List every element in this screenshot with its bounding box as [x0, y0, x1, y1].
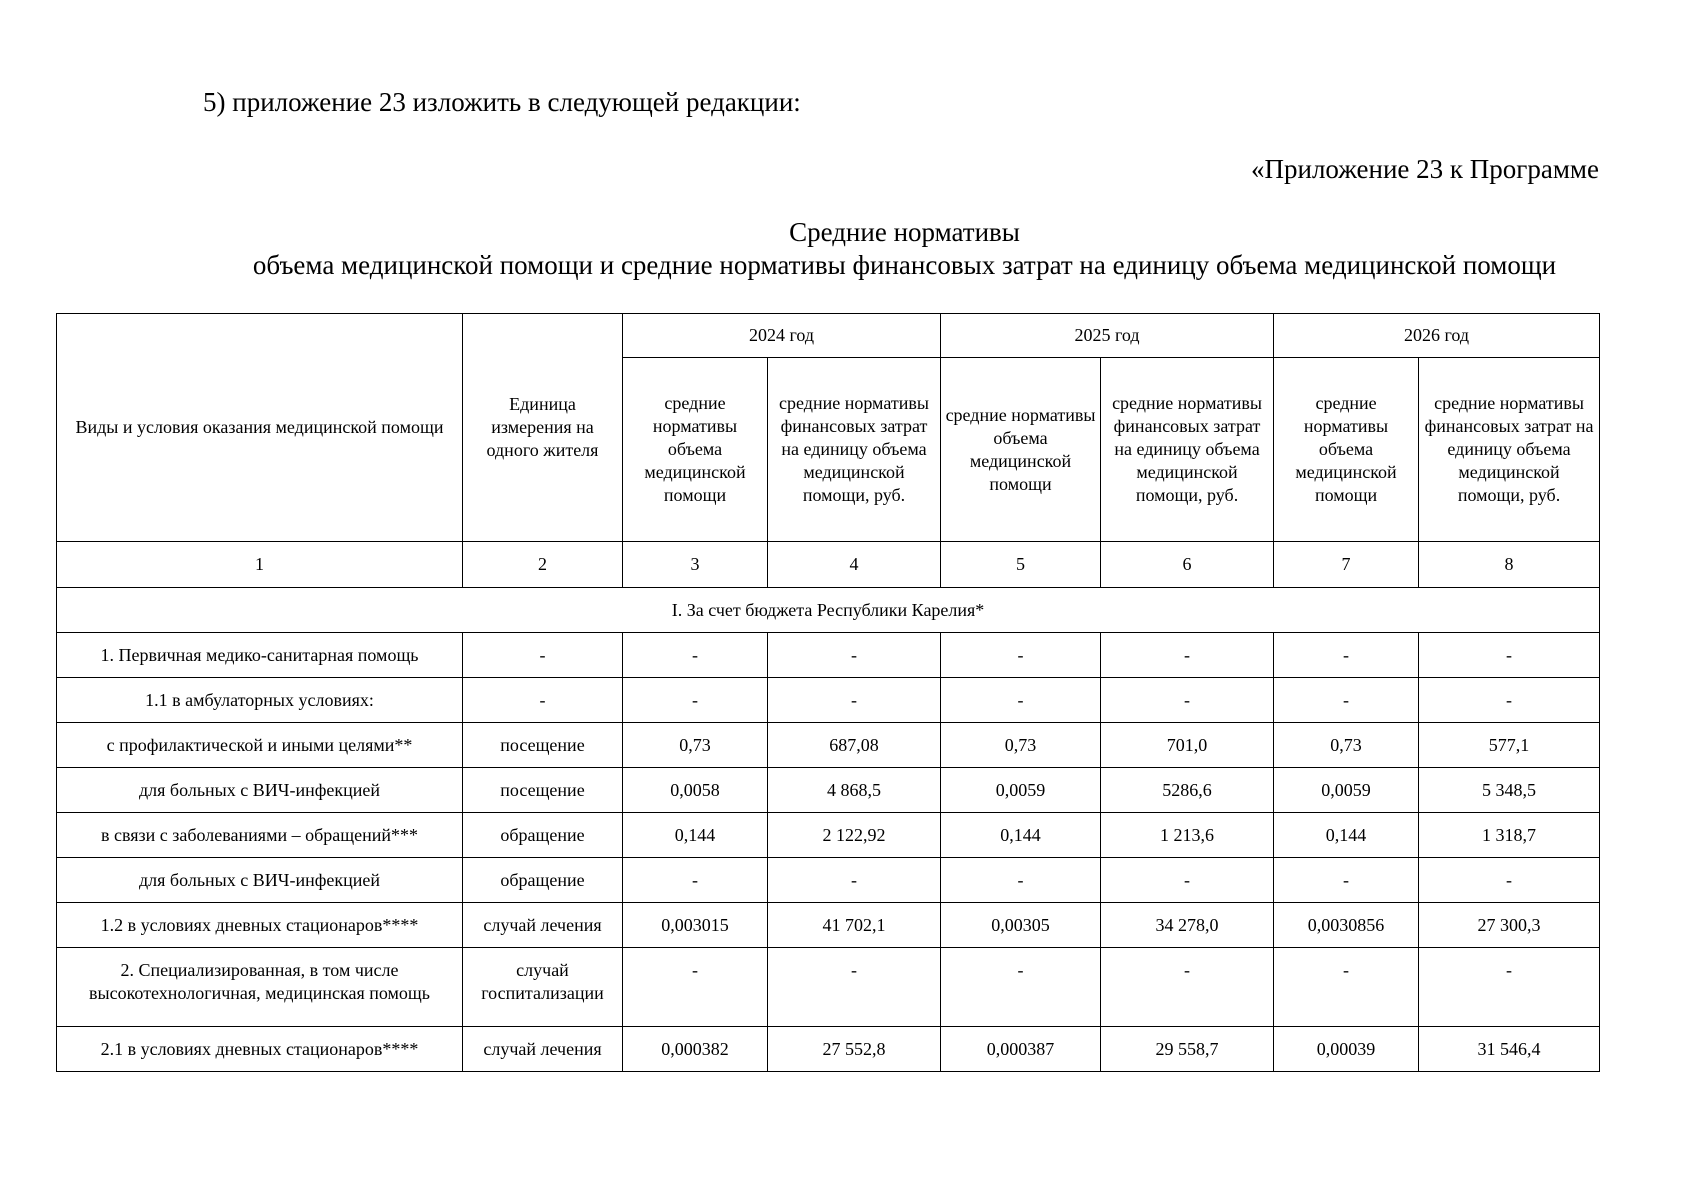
- column-number: 3: [623, 542, 768, 588]
- row-value-cell: 1 213,6: [1101, 813, 1274, 858]
- row-value-cell: -: [1274, 678, 1419, 723]
- row-value-cell: -: [768, 858, 941, 903]
- row-value-cell: -: [1101, 948, 1274, 1027]
- row-value-cell: 27 552,8: [768, 1027, 941, 1072]
- row-value-cell: 0,144: [1274, 813, 1419, 858]
- header-year-2026: 2026 год: [1274, 314, 1600, 358]
- row-value-cell: -: [1419, 858, 1600, 903]
- row-value-cell: -: [1419, 633, 1600, 678]
- row-unit-cell: случай лечения: [463, 1027, 623, 1072]
- column-number: 4: [768, 542, 941, 588]
- row-name-cell: 2. Специализированная, в том числе высокотехнологичная, медицинская помощь: [57, 948, 463, 1027]
- row-value-cell: -: [941, 948, 1101, 1027]
- table-row: [57, 633, 1600, 678]
- row-name-cell: с профилактической и иными целями**: [57, 723, 463, 768]
- row-value-cell: 5 348,5: [1419, 768, 1600, 813]
- table-row: [57, 1027, 1600, 1072]
- title-line-1: Средние нормативы: [789, 217, 1020, 247]
- row-value-cell: 2 122,92: [768, 813, 941, 858]
- row-value-cell: -: [1274, 858, 1419, 903]
- row-unit-cell: случай госпитализации: [463, 948, 623, 1027]
- row-value-cell: -: [623, 858, 768, 903]
- row-value-cell: -: [1419, 678, 1600, 723]
- table-row: [57, 768, 1600, 813]
- row-unit-cell: случай лечения: [463, 903, 623, 948]
- header-year-2025: 2025 год: [941, 314, 1274, 358]
- column-number: 5: [941, 542, 1101, 588]
- row-unit-cell: -: [463, 633, 623, 678]
- row-value-cell: -: [1101, 678, 1274, 723]
- row-value-cell: 0,73: [941, 723, 1101, 768]
- column-number: 7: [1274, 542, 1419, 588]
- section-title: I. За счет бюджета Республики Карелия*: [57, 588, 1600, 633]
- row-value-cell: -: [941, 858, 1101, 903]
- document-title: [56, 216, 1597, 282]
- row-value-cell: 0,000382: [623, 1027, 768, 1072]
- row-value-cell: 0,144: [941, 813, 1101, 858]
- row-value-cell: -: [1101, 633, 1274, 678]
- table-row: [57, 678, 1600, 723]
- column-number: 1: [57, 542, 463, 588]
- row-value-cell: -: [623, 678, 768, 723]
- title-line-2: объема медицинской помощи и средние нормативы финансовых затрат на единицу объема медицинской помощи: [252, 250, 1557, 280]
- section-row: [57, 588, 1600, 633]
- table-row: [57, 948, 1600, 1027]
- row-value-cell: -: [941, 633, 1101, 678]
- table-row: [57, 723, 1600, 768]
- row-value-cell: -: [623, 633, 768, 678]
- row-value-cell: -: [1274, 948, 1419, 1027]
- row-value-cell: 0,00039: [1274, 1027, 1419, 1072]
- appendix-reference: «Приложение 23 к Программе: [1251, 154, 1599, 184]
- row-value-cell: 0,73: [623, 723, 768, 768]
- row-name-cell: 1. Первичная медико-санитарная помощь: [57, 633, 463, 678]
- row-value-cell: 0,003015: [623, 903, 768, 948]
- row-name-cell: 2.1 в условиях дневных стационаров****: [57, 1027, 463, 1072]
- row-value-cell: 687,08: [768, 723, 941, 768]
- row-value-cell: 1 318,7: [1419, 813, 1600, 858]
- row-name-cell: 1.2 в условиях дневных стационаров****: [57, 903, 463, 948]
- intro-text: 5) приложение 23 изложить в следующей редакции:: [203, 87, 801, 117]
- row-value-cell: 5286,6: [1101, 768, 1274, 813]
- row-name-cell: для больных с ВИЧ-инфекцией: [57, 768, 463, 813]
- table-row: [57, 903, 1600, 948]
- header-finance-2025: средние нормативы финансовых затрат на единицу объема медицинской помощи, руб.: [1101, 358, 1274, 542]
- table-row: [57, 813, 1600, 858]
- column-number: 6: [1101, 542, 1274, 588]
- row-value-cell: 0,73: [1274, 723, 1419, 768]
- row-value-cell: -: [1101, 858, 1274, 903]
- header-finance-2024: средние нормативы финансовых затрат на единицу объема медицинской помощи, руб.: [768, 358, 941, 542]
- row-value-cell: -: [1419, 948, 1600, 1027]
- row-value-cell: -: [768, 678, 941, 723]
- row-value-cell: -: [768, 633, 941, 678]
- row-value-cell: 27 300,3: [1419, 903, 1600, 948]
- row-value-cell: 577,1: [1419, 723, 1600, 768]
- row-unit-cell: обращение: [463, 813, 623, 858]
- column-numbers-row: [57, 542, 1600, 588]
- row-name-cell: в связи с заболеваниями – обращений***: [57, 813, 463, 858]
- norms-table: [56, 313, 1600, 1072]
- column-number: 8: [1419, 542, 1600, 588]
- row-value-cell: 34 278,0: [1101, 903, 1274, 948]
- row-value-cell: -: [623, 948, 768, 1027]
- row-value-cell: 31 546,4: [1419, 1027, 1600, 1072]
- row-name-cell: для больных с ВИЧ-инфекцией: [57, 858, 463, 903]
- row-value-cell: 0,0059: [941, 768, 1101, 813]
- header-kind: Виды и условия оказания медицинской помощи: [57, 314, 463, 542]
- column-number: 2: [463, 542, 623, 588]
- header-volume-2026: средние нормативы объема медицинской помощи: [1274, 358, 1419, 542]
- row-value-cell: 4 868,5: [768, 768, 941, 813]
- row-unit-cell: посещение: [463, 768, 623, 813]
- row-value-cell: 0,0059: [1274, 768, 1419, 813]
- row-value-cell: 29 558,7: [1101, 1027, 1274, 1072]
- header-volume-2025: средние нормативы объема медицинской помощи: [941, 358, 1101, 542]
- header-year-2024: 2024 год: [623, 314, 941, 358]
- row-value-cell: 0,00305: [941, 903, 1101, 948]
- header-finance-2026: средние нормативы финансовых затрат на единицу объема медицинской помощи, руб.: [1419, 358, 1600, 542]
- row-value-cell: 41 702,1: [768, 903, 941, 948]
- row-value-cell: -: [1274, 633, 1419, 678]
- row-value-cell: 0,144: [623, 813, 768, 858]
- header-row-years: [57, 314, 1600, 358]
- row-value-cell: 0,0058: [623, 768, 768, 813]
- row-value-cell: 701,0: [1101, 723, 1274, 768]
- row-unit-cell: посещение: [463, 723, 623, 768]
- row-unit-cell: -: [463, 678, 623, 723]
- header-volume-2024: средние нормативы объема медицинской помощи: [623, 358, 768, 542]
- header-unit: Единица измерения на одного жителя: [463, 314, 623, 542]
- row-unit-cell: обращение: [463, 858, 623, 903]
- row-value-cell: -: [941, 678, 1101, 723]
- table-row: [57, 858, 1600, 903]
- row-value-cell: -: [768, 948, 941, 1027]
- row-value-cell: 0,000387: [941, 1027, 1101, 1072]
- row-name-cell: 1.1 в амбулаторных условиях:: [57, 678, 463, 723]
- row-value-cell: 0,0030856: [1274, 903, 1419, 948]
